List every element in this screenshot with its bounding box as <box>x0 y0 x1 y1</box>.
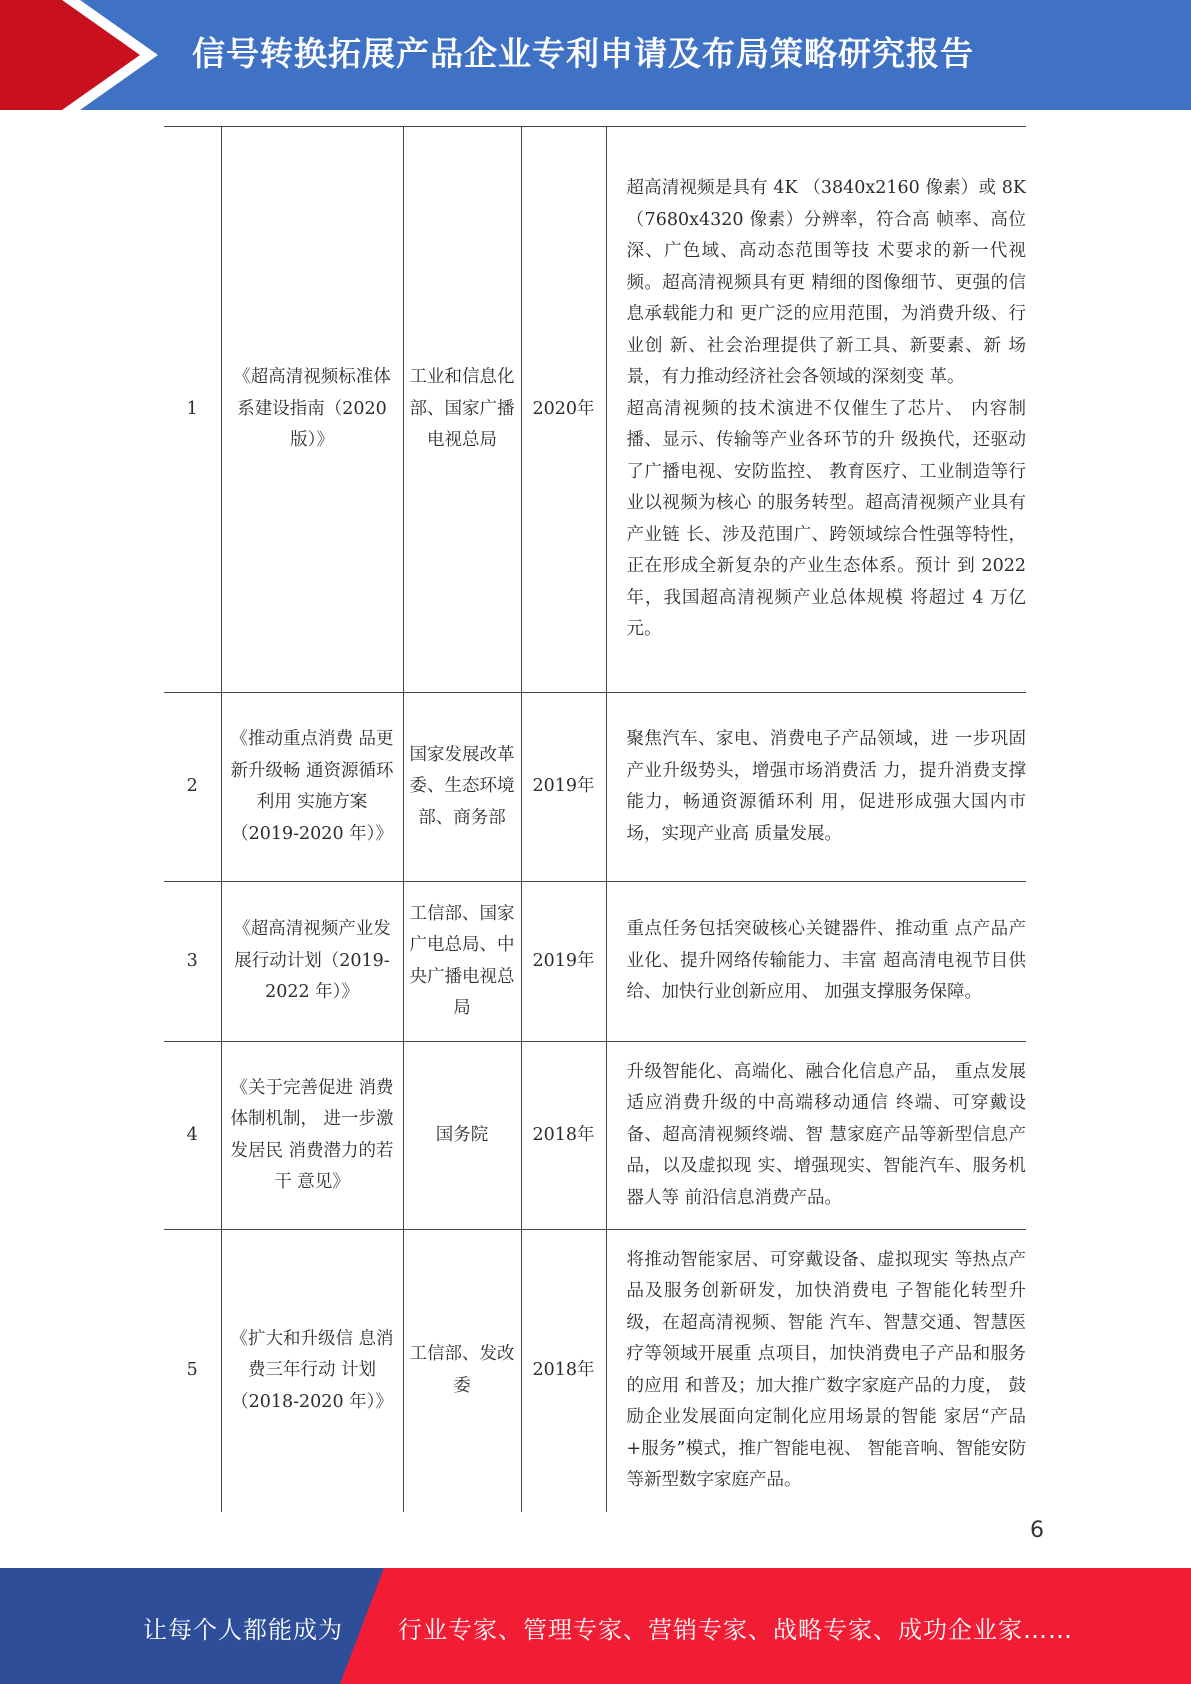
policy-description <box>606 127 1026 693</box>
row-number: 3 <box>164 882 221 1042</box>
row-number: 5 <box>164 1230 221 1512</box>
row-number: 2 <box>164 693 221 882</box>
policy-description <box>606 1230 1026 1512</box>
page-footer <box>0 1568 1191 1684</box>
policy-description <box>606 1042 1026 1230</box>
issue-year: 2019年 <box>521 882 606 1042</box>
report-title: 信号转换拓展产品企业专利申请及布局策略研究报告 <box>192 34 974 73</box>
page-header <box>0 0 1191 110</box>
issuing-department: 工信部、发改委 <box>403 1230 521 1512</box>
policy-name: 《超高清视频产业发展行动计划（2019-2022 年）》 <box>221 882 403 1042</box>
table-row <box>164 127 1026 693</box>
description-paragraph: 重点任务包括突破核心关键器件、推动重 点产品产业化、提升网络传输能力、丰富 超高清电视节目供给、加快行业创新应用、 加强支撑服务保障。 <box>626 919 1026 1003</box>
policy-name: 《超高清视频标准体系建设指南（2020 版）》 <box>221 127 403 693</box>
issue-year: 2019年 <box>521 693 606 882</box>
policy-table <box>164 126 1026 1512</box>
policy-description <box>606 882 1026 1042</box>
policy-description <box>606 693 1026 882</box>
policy-name: 《推动重点消费 品更新升级畅 通资源循环利用 实施方案（2019-2020 年）》 <box>221 693 403 882</box>
table-row <box>164 1042 1026 1230</box>
policy-name: 《关于完善促进 消费体制机制， 进一步激发居民 消费潜力的若干 意见》 <box>221 1042 403 1230</box>
description-paragraph: 升级智能化、高端化、融合化信息产品， 重点发展适应消费升级的中高端移动通信 终端、可穿戴设备、超高清视频终端、智 慧家庭产品等新型信息产品，以及虚拟现 实、增强现实、智能汽车、服务机器人等 前沿信息消费产品。 <box>626 1061 1026 1208</box>
description-paragraph: 超高清视频的技术演进不仅催生了芯片、 内容制播、显示、传输等产业各环节的升 级换代，还驱动了广播电视、安防监控、 教育医疗、工业制造等行业以视频为核心 的服务转型。超高清视频产业具有产业链 长、涉及范围广、跨领域综合性强等特性， 正在形成全新复杂的产业生态体系。预计 到 2022 年，我国超高清视频产业总体规模 将超过 4 万亿元。 <box>626 398 1026 640</box>
policy-name: 《扩大和升级信 息消费三年行动 计划（2018-2020 年）》 <box>221 1230 403 1512</box>
issuing-department: 国家发展改革委、生态环境部、商务部 <box>403 693 521 882</box>
page-number: 6 <box>1030 1518 1044 1543</box>
issue-year: 2018年 <box>521 1042 606 1230</box>
description-paragraph: 超高清视频是具有 4K （3840x2160 像素）或 8K（7680x4320 像素）分辨率，符合高 帧率、高位深、广色域、高动态范围等技 术要求的新一代视频。超高清视频具有更 精细的图像细节、更强的信息承载能力和 更广泛的应用范围，为消费升级、行业创 新、社会治理提供了新工具、新要素、新 场景，有力推动经济社会各领域的深刻变 革。 <box>626 178 1026 388</box>
row-number: 4 <box>164 1042 221 1230</box>
issue-year: 2018年 <box>521 1230 606 1512</box>
header-red-arrow-shape <box>0 0 160 110</box>
issue-year: 2020年 <box>521 127 606 693</box>
table-row <box>164 1230 1026 1512</box>
footer-slogan-left: 让每个人都能成为 <box>143 1616 343 1644</box>
description-paragraph: 聚焦汽车、家电、消费电子产品领域，进 一步巩固产业升级势头，增强市场消费活 力，提升消费支撑能力，畅通资源循环利 用，促进形成强大国内市场，实现产业高 质量发展。 <box>626 729 1026 844</box>
table-row <box>164 882 1026 1042</box>
issuing-department: 工信部、国家广电总局、中央广播电视总局 <box>403 882 521 1042</box>
issuing-department: 工业和信息化部、国家广播电视总局 <box>403 127 521 693</box>
footer-slogan-right: 行业专家、管理专家、营销专家、战略专家、成功企业家…… <box>398 1616 1073 1644</box>
table-row <box>164 693 1026 882</box>
description-paragraph: 将推动智能家居、可穿戴设备、虚拟现实 等热点产品及服务创新研发，加快消费电 子智能化转型升级，在超高清视频、智能 汽车、智慧交通、智慧医疗等领域开展重 点项目，加快消费电子产品和服务的应用 和普及；加大推广数字家庭产品的力度， 鼓励企业发展面向定制化应用场景的智能 家居“产品+服务”模式，推广智能电视、 智能音响、智能安防等新型数字家庭产品。 <box>626 1249 1026 1491</box>
issuing-department: 国务院 <box>403 1042 521 1230</box>
row-number: 1 <box>164 127 221 693</box>
